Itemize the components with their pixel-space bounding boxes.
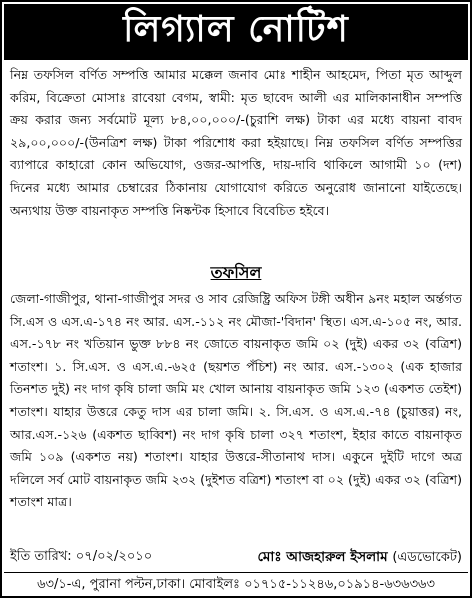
notice-title: লিগ্যাল নোটিশ xyxy=(4,4,468,60)
office-address: ৬৩/১-এ, পুরানা পল্টন,ঢাকা। মোবাইলঃ ০১৭১৫-১১২৪৬,০১৯১৪-৬৩৬৩৬৩ xyxy=(4,572,468,597)
signatory-name: মোঃ আজহারুল ইসলাম xyxy=(257,548,388,565)
signatory-role: (এডভোকেট) xyxy=(392,549,462,565)
signatory xyxy=(257,546,462,569)
schedule-text: জেলা-গাজীপুর, থানা-গাজীপুর সদর ও সাব রেজিষ্ট্রি অফিস টঙ্গী অধীন ৯নং মহাল অর্ন্তগত সি.এস ও এস.এ-১৭৪ নং আর. এস.-১১২ নং মৌজা-'বিদান' স্থিত। এস.এ-১০৫ নং, আর. এস.-১৭৮ নং খতিয়ান ভুক্ত ৮৮৪ নং জোতে বায়নাকৃত জমি ০২ (দুই) একর ৩২ (বত্রিশ) শতাংশ। ১. সি.এস. ও এস.এ.-৬২৫ (ছয়শত পঁচিশ) নং আর. এস.-১৩০২ (এক হাজার তিনশত দুই) নং দাগ কৃষি চালা জমি মং খোল আনায় বায়নাকৃত জমি ১২৩ (একশত তেইশ) শতাংশ। যাহার উত্তরে কেতু দাস এর চালা জমি। ২. সি.এস. ও এস.এ.-৭৪ (চুয়াত্তর) নং, আর.এস.-১২৬ (একশত ছাব্বিশ) নং দাগ কৃষি চালা ৩২৭ শতাংশ, ইহার কাতে বায়নাকৃত জমি ১০৯ (একশত নয়) শতাংশ। যাহার উত্তরে-সীতানাথ দাস। একুনে দুইটি দাগে অত্র দলিলে সর্ব মোট বায়নাকৃত জমি ২৩২ (দুইশত বত্রিশ) শতাংশ বা ০২ (দুই) একর ৩২ (বত্রিশ) শতাংশ মাত্র। xyxy=(10,291,462,510)
notice-date: ইতি তারিখ: ০৭/০২/২০১০ xyxy=(10,548,153,564)
notice-body: নিম্ন তফসিল বর্ণিত সম্পত্তি আমার মক্কেল জনাব মোঃ শাহীন আহমেদ, পিতা মৃত আব্দুল করিম, বিক্রেতা মোসাঃ রাবেয়া বেগম, স্বামী: মৃত ছাবেদ আলী এর মালিকানাধীন সম্পত্তি ক্রয় করার জন্য সর্বমোট মূল্য ৮৪,০০,০০০/-(চুরাশি লক্ষ) টাকা এর মধ্যে বায়না বাবদ ২৯,০০,০০০/-(উনত্রিশ লক্ষ) টাকা পরিশোধ করা হইয়াছে। নিম্ন তফসিল বর্ণিত সম্পত্তির ব্যাপারে কাহারো কোন অভিযোগ, ওজর-আপত্তি, দায়-দাবি থাকিলে আগামী ১০ (দশ) দিনের মধ্যে আমার চেম্বারের ঠিকানায় যোগাযোগ করিতে অনুরোধ জানানো যাইতেছে। অন্যথায় উক্ত বায়নাকৃত সম্পত্তি নিষ্কন্টক হিসাবে বিবেচিত হইবে। xyxy=(10,67,462,218)
signature-row xyxy=(10,545,462,569)
schedule-heading: তফসিল xyxy=(210,263,262,282)
